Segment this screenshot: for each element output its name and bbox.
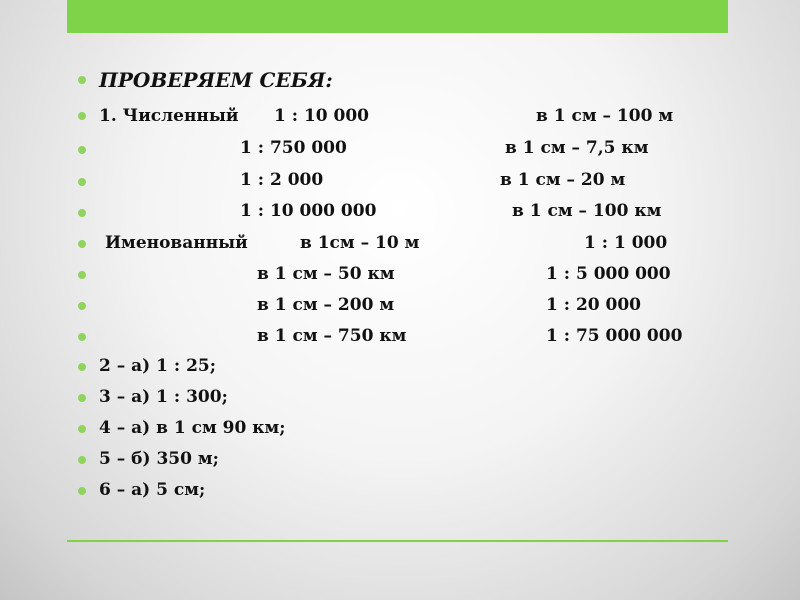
bullet-dot — [78, 178, 86, 186]
bullet-dot — [78, 302, 86, 310]
numeric-scale: 1 : 10 000 000 — [240, 201, 377, 221]
answer-item: 2 – а) 1 : 25; — [99, 356, 217, 376]
slide-title: ПРОВЕРЯЕМ СЕБЯ: — [99, 68, 333, 92]
bullet-dot — [78, 76, 86, 84]
named-scale: 1 : 1 000 — [584, 233, 668, 253]
numeric-scale: 1 : 10 000 — [274, 106, 370, 126]
bullet-dot — [78, 487, 86, 495]
bullet-dot — [78, 425, 86, 433]
named-value: в 1 см – 200 м — [257, 295, 395, 315]
answer-item: 4 – а) в 1 см 90 км; — [99, 418, 286, 438]
numeric-value: в 1 см – 7,5 км — [505, 138, 649, 158]
numeric-scale: 1 : 2 000 — [240, 170, 324, 190]
bullet-dot — [78, 363, 86, 371]
answer-item: 6 – а) 5 см; — [99, 480, 206, 500]
named-value: в 1см – 10 м — [300, 233, 420, 253]
numeric-value: в 1 см – 20 м — [500, 170, 626, 190]
answer-item: 3 – а) 1 : 300; — [99, 387, 228, 407]
bullet-dot — [78, 209, 86, 217]
named-label: Именованный — [105, 233, 248, 253]
numeric-label: 1. Численный — [99, 106, 239, 126]
numeric-value: в 1 см – 100 м — [536, 106, 674, 126]
numeric-scale: 1 : 750 000 — [240, 138, 347, 158]
named-value: в 1 см – 50 км — [257, 264, 395, 284]
bullet-dot — [78, 394, 86, 402]
answer-item: 5 – б) 350 м; — [99, 449, 219, 469]
bullet-dot — [78, 146, 86, 154]
named-scale: 1 : 75 000 000 — [546, 326, 683, 346]
named-scale: 1 : 5 000 000 — [546, 264, 671, 284]
named-value: в 1 см – 750 км — [257, 326, 407, 346]
bullet-dot — [78, 240, 86, 248]
numeric-value: в 1 см – 100 км — [512, 201, 662, 221]
bottom-divider — [67, 540, 728, 542]
named-scale: 1 : 20 000 — [546, 295, 642, 315]
bullet-dot — [78, 271, 86, 279]
bullet-dot — [78, 456, 86, 464]
bullet-dot — [78, 333, 86, 341]
bullet-dot — [78, 112, 86, 120]
